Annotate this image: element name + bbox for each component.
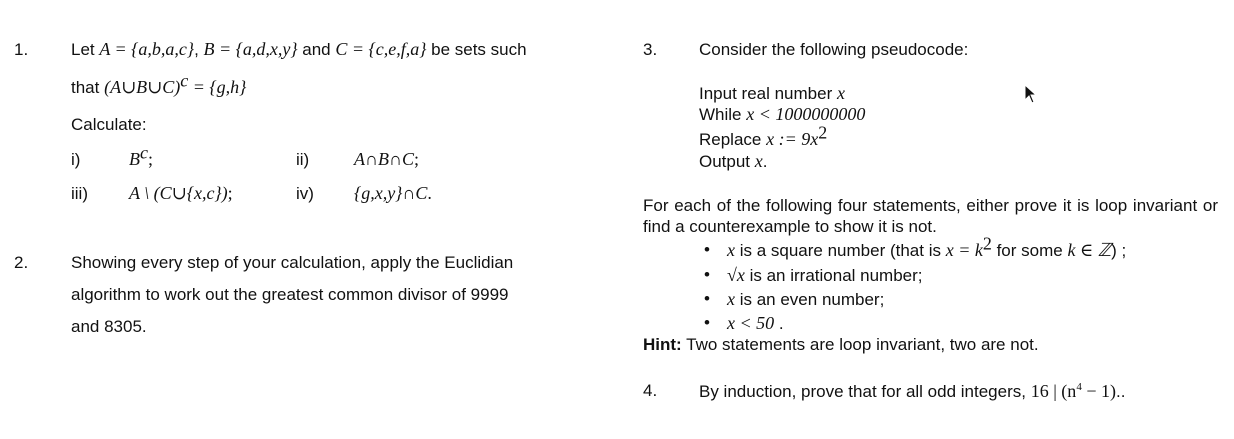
q1-part-label: iii) xyxy=(71,184,88,203)
code3-sup: 2 xyxy=(818,122,828,143)
b1-math2: k ∈ ℤ xyxy=(1067,240,1112,260)
pseudocode-line-4 xyxy=(699,151,768,173)
q4-math-a: 16 | (n xyxy=(1030,381,1077,401)
q1-set-b: B = {a,d,x,y} xyxy=(203,39,298,59)
q1-part-label: iv) xyxy=(296,184,314,203)
mouse-pointer-icon xyxy=(1024,84,1038,104)
pseudocode-line-3 xyxy=(699,122,828,151)
b1-sup: 2 xyxy=(982,233,992,254)
b3-text: is an even number; xyxy=(735,290,885,309)
b2-pre: √x xyxy=(727,265,745,285)
q1-part-math xyxy=(354,183,432,205)
b3-pre: x xyxy=(727,289,735,309)
q1-line1 xyxy=(71,39,527,61)
q2-line2: algorithm to work out the greatest common divisor of 9999 xyxy=(71,285,509,304)
q4-number: 4. xyxy=(643,381,658,400)
b1-post: for some xyxy=(991,241,1068,260)
code1-var: x xyxy=(836,83,845,103)
q4-math xyxy=(1031,381,1116,401)
q1-set-c: C = {c,e,f,a} xyxy=(335,39,427,59)
code2-text: While xyxy=(699,105,747,124)
hint-label: Hint: xyxy=(643,335,682,354)
q1-number: 1. xyxy=(14,40,29,59)
q3-paragraph: For each of the following four statements, either prove it is loop invariant or find a counterexample to show it is not. xyxy=(643,196,1218,236)
bullet-dot: • xyxy=(704,240,710,259)
b1-end: ) ; xyxy=(1111,241,1127,260)
q1-that: that xyxy=(71,78,105,97)
code4-var: x xyxy=(754,151,763,171)
q4-math-b: − 1) xyxy=(1081,381,1116,401)
b4-text: . xyxy=(774,314,784,333)
q3-intro: Consider the following pseudocode: xyxy=(699,40,969,59)
q1-union-eq: = {g,h} xyxy=(188,77,247,97)
q1-part3-expr: A \ (C∪{x,c}) xyxy=(129,183,228,203)
code1-text: Input real number xyxy=(699,84,837,103)
q4-end: .. xyxy=(1115,382,1126,401)
q1-part-math xyxy=(354,149,419,171)
code4-text: Output xyxy=(699,152,755,171)
q1-part-math xyxy=(129,183,233,205)
bullet-dot: • xyxy=(704,265,710,284)
q1-part1-sup: c xyxy=(140,142,148,163)
q1-part-label: i) xyxy=(71,150,81,169)
q1-part4-expr: {g,x,y}∩C xyxy=(354,183,428,203)
q1-suffix: be sets such xyxy=(426,40,527,59)
b1-text: is a square number (that is xyxy=(735,241,946,260)
code4-end: . xyxy=(762,152,768,171)
pseudocode-line-2 xyxy=(699,104,865,126)
q2-number: 2. xyxy=(14,253,29,272)
q1-union: (A∪B∪C) xyxy=(104,77,181,97)
q1-set-a: A = {a,b,a,c} xyxy=(99,39,195,59)
bullet-item xyxy=(727,289,884,311)
q1-part1-expr: B xyxy=(129,149,140,169)
q3-number: 3. xyxy=(643,40,658,59)
q2-line3: and 8305. xyxy=(71,317,147,336)
q1-part-label: ii) xyxy=(296,150,310,169)
q1-part3-tail: ; xyxy=(227,183,233,203)
code3-text: Replace xyxy=(699,130,767,149)
bullet-dot: • xyxy=(704,289,710,308)
q1-part2-expr: A∩B∩C xyxy=(354,149,414,169)
b2-text: is an irrational number; xyxy=(744,266,923,285)
bullet-item xyxy=(727,265,923,287)
hint xyxy=(643,335,1039,355)
q1-let: Let xyxy=(71,40,100,59)
q1-line2 xyxy=(71,70,247,99)
q2-line1: Showing every step of your calculation, apply the Euclidian xyxy=(71,253,514,272)
q1-part2-tail: ; xyxy=(414,149,420,169)
q4-sup: 4 xyxy=(1076,381,1082,393)
q1-part4-tail: . xyxy=(427,183,432,203)
q1-part1-tail: ; xyxy=(148,149,154,169)
code2-math: x < 1000000000 xyxy=(746,104,866,124)
q1-part-math xyxy=(129,142,154,171)
bullet-item xyxy=(727,233,1127,262)
b1-math: x = k xyxy=(945,240,983,260)
q1-complement-sup: c xyxy=(180,70,189,91)
q1-and: and xyxy=(297,40,336,59)
q4-text xyxy=(699,381,1125,403)
b4-pre: x < 50 xyxy=(727,313,775,333)
code3-math: x := 9x xyxy=(766,129,819,149)
bullet-item xyxy=(727,313,784,335)
q1-sep: , xyxy=(194,40,204,59)
b1-pre: x xyxy=(727,240,735,260)
bullet-dot: • xyxy=(704,313,710,332)
hint-text: Two statements are loop invariant, two are not. xyxy=(681,335,1039,354)
pseudocode-line-1 xyxy=(699,83,845,105)
q4-body: By induction, prove that for all odd integers, xyxy=(699,382,1031,401)
q1-calculate: Calculate: xyxy=(71,115,147,134)
